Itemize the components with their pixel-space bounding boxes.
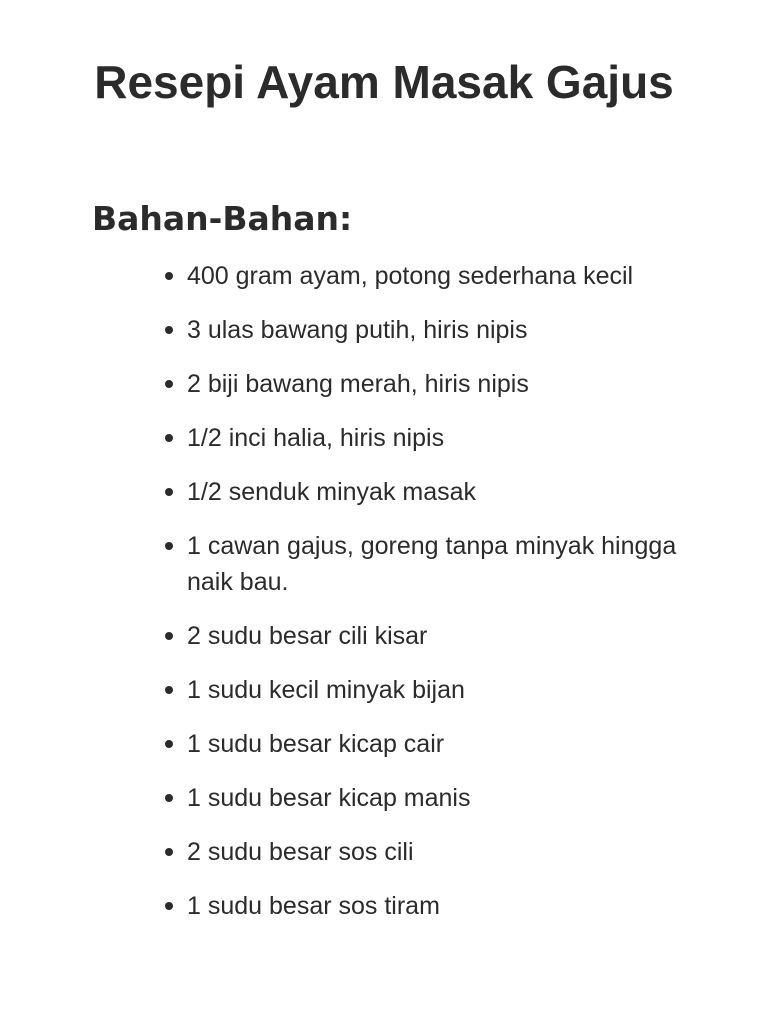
ingredient-text: 2 biji bawang merah, hiris nipis (187, 370, 529, 398)
bullet-icon (165, 632, 173, 640)
ingredient-text: 2 sudu besar sos cili (187, 838, 414, 866)
bullet-icon (165, 326, 173, 334)
ingredients-list (187, 258, 707, 942)
bullet-icon (165, 740, 173, 748)
list-item (187, 312, 707, 348)
list-item (187, 528, 707, 600)
ingredients-heading: Bahan-Bahan: (92, 199, 353, 238)
bullet-icon (165, 794, 173, 802)
list-item (187, 366, 707, 402)
bullet-icon (165, 434, 173, 442)
list-item (187, 888, 707, 924)
bullet-icon (165, 380, 173, 388)
list-item (187, 474, 707, 510)
ingredient-text: 1 cawan gajus, goreng tanpa minyak hingga naik bau. (187, 532, 677, 596)
bullet-icon (165, 686, 173, 694)
ingredient-text: 2 sudu besar cili kisar (187, 622, 428, 650)
list-item (187, 258, 707, 294)
list-item (187, 618, 707, 654)
bullet-icon (165, 848, 173, 856)
ingredient-text: 1 sudu besar kicap cair (187, 730, 445, 758)
ingredient-text: 1/2 senduk minyak masak (187, 478, 477, 506)
list-item (187, 420, 707, 456)
ingredient-text: 1 sudu besar kicap manis (187, 784, 471, 812)
page-title: Resepi Ayam Masak Gajus (94, 56, 674, 108)
list-item (187, 780, 707, 816)
list-item (187, 672, 707, 708)
ingredient-text: 3 ulas bawang putih, hiris nipis (187, 316, 528, 344)
bullet-icon (165, 542, 173, 550)
ingredient-text: 1/2 inci halia, hiris nipis (187, 424, 445, 452)
ingredient-text: 1 sudu kecil minyak bijan (187, 676, 465, 704)
bullet-icon (165, 488, 173, 496)
ingredient-text: 400 gram ayam, potong sederhana kecil (187, 262, 634, 290)
bullet-icon (165, 902, 173, 910)
list-item (187, 834, 707, 870)
ingredient-text: 1 sudu besar sos tiram (187, 892, 440, 920)
list-item (187, 726, 707, 762)
bullet-icon (165, 272, 173, 280)
